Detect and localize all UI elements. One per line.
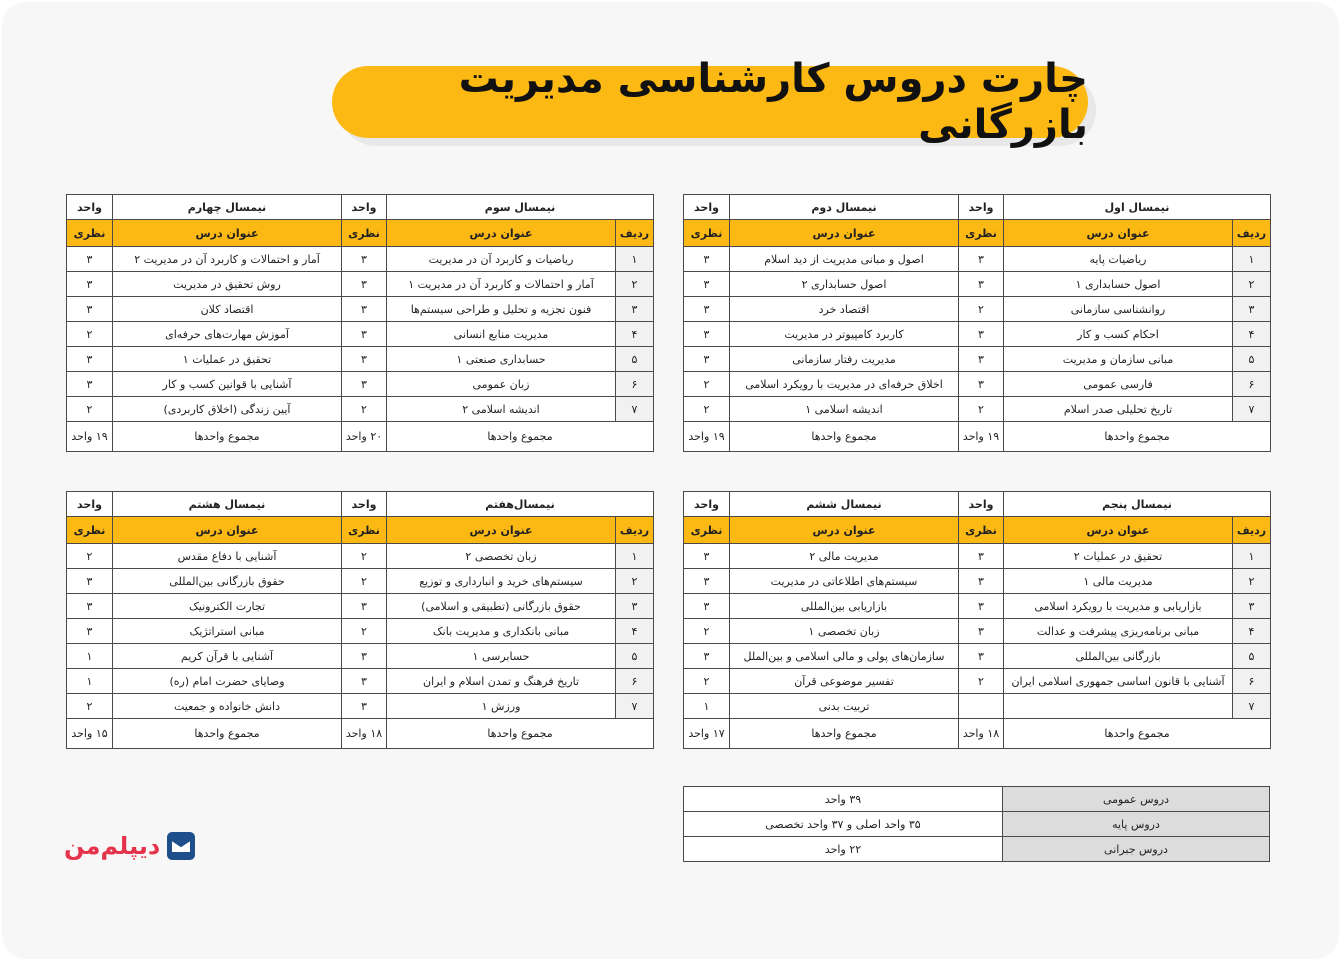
total-units: ۱۹ واحد — [67, 422, 113, 452]
course-row — [67, 669, 654, 694]
course-row — [67, 247, 654, 272]
course-units: ۳ — [342, 272, 387, 297]
course-title: حسابداری صنعتی ۱ — [387, 347, 616, 372]
semester-table-1-2 — [683, 194, 1271, 452]
course-title: روانشناسی سازمانی — [1004, 297, 1233, 322]
course-title: سیستم‌های اطلاعاتی در مدیریت — [730, 569, 959, 594]
course-row — [684, 322, 1271, 347]
row-number: ۲ — [1233, 569, 1271, 594]
total-label: مجموع واحدها — [1004, 719, 1271, 749]
total-units: ۱۹ واحد — [959, 422, 1004, 452]
course-row — [684, 569, 1271, 594]
course-row — [684, 669, 1271, 694]
course-title: اصول حسابداری ۱ — [1004, 272, 1233, 297]
unit-header: واحد — [959, 195, 1004, 220]
row-number: ۵ — [1233, 347, 1271, 372]
course-units: ۳ — [67, 272, 113, 297]
course-row — [684, 347, 1271, 372]
course-row — [67, 594, 654, 619]
total-units: ۱۹ واحد — [684, 422, 730, 452]
course-units: ۳ — [342, 594, 387, 619]
course-units: ۳ — [959, 569, 1004, 594]
total-units: ۱۸ واحد — [959, 719, 1004, 749]
row-number: ۶ — [1233, 669, 1271, 694]
summary-label: دروس عمومی — [1003, 787, 1270, 812]
unit-header: واحد — [684, 492, 730, 517]
course-units: ۳ — [684, 644, 730, 669]
course-row — [684, 247, 1271, 272]
course-title: زبان عمومی — [387, 372, 616, 397]
row-number-header: ردیف — [1233, 517, 1271, 544]
course-units: ۲ — [342, 544, 387, 569]
course-title: مبانی استراتژیک — [113, 619, 342, 644]
semester-name: نیمسال ششم — [730, 492, 959, 517]
course-title: ریاضیات پایه — [1004, 247, 1233, 272]
course-units: ۲ — [684, 372, 730, 397]
course-row — [684, 297, 1271, 322]
course-title: دانش خانواده و جمعیت — [113, 694, 342, 719]
row-number: ۳ — [1233, 594, 1271, 619]
course-units: ۳ — [684, 569, 730, 594]
column-header-row — [684, 220, 1271, 247]
course-units: ۳ — [342, 372, 387, 397]
row-number: ۲ — [1233, 272, 1271, 297]
row-number: ۳ — [1233, 297, 1271, 322]
column-header-row — [67, 517, 654, 544]
course-title: مدیریت رفتار سازمانی — [730, 347, 959, 372]
total-label: مجموع واحدها — [387, 422, 654, 452]
course-units: ۳ — [959, 372, 1004, 397]
course-row — [684, 594, 1271, 619]
theory-header: نظری — [342, 517, 387, 544]
course-units: ۲ — [67, 694, 113, 719]
course-units: ۳ — [959, 544, 1004, 569]
course-row — [67, 644, 654, 669]
course-units: ۳ — [959, 644, 1004, 669]
course-title: مدیریت مالی ۲ — [730, 544, 959, 569]
theory-header: نظری — [959, 220, 1004, 247]
course-title-header: عنوان درس — [113, 517, 342, 544]
course-units: ۳ — [67, 594, 113, 619]
course-units: ۳ — [959, 594, 1004, 619]
row-number: ۵ — [616, 347, 654, 372]
course-title: اندیشه اسلامی ۲ — [387, 397, 616, 422]
total-label: مجموع واحدها — [387, 719, 654, 749]
course-units: ۲ — [342, 397, 387, 422]
course-row — [67, 569, 654, 594]
course-title: مبانی بانکداری و مدیریت بانک — [387, 619, 616, 644]
course-title: مبانی برنامه‌ریزی پیشرفت و عدالت — [1004, 619, 1233, 644]
theory-header: نظری — [342, 220, 387, 247]
theory-header: نظری — [959, 517, 1004, 544]
course-units: ۳ — [342, 669, 387, 694]
course-title-header: عنوان درس — [113, 220, 342, 247]
course-units: ۳ — [959, 272, 1004, 297]
semester-header-row — [67, 195, 654, 220]
course-title: فنون تجزیه و تحلیل و طراحی سیستم‌ها — [387, 297, 616, 322]
course-title: حسابرسی ۱ — [387, 644, 616, 669]
unit-header: واحد — [342, 195, 387, 220]
course-title: مدیریت منابع انسانی — [387, 322, 616, 347]
course-title: تفسیر موضوعی قرآن — [730, 669, 959, 694]
course-title: آشنایی با دفاع مقدس — [113, 544, 342, 569]
semester-table-5-6 — [683, 491, 1271, 749]
course-title: آشنایی با قرآن کریم — [113, 644, 342, 669]
semester-header-row — [67, 492, 654, 517]
course-title: مدیریت مالی ۱ — [1004, 569, 1233, 594]
unit-header: واحد — [684, 195, 730, 220]
theory-header: نظری — [67, 517, 113, 544]
semester-name: نیمسال‌هفتم — [387, 492, 654, 517]
row-number: ۶ — [616, 372, 654, 397]
unit-header: واحد — [342, 492, 387, 517]
brand-logo[interactable] — [64, 828, 204, 864]
course-title: احکام کسب و کار — [1004, 322, 1233, 347]
course-row — [67, 272, 654, 297]
course-units: ۳ — [67, 247, 113, 272]
course-title: فارسی عمومی — [1004, 372, 1233, 397]
row-number-header: ردیف — [1233, 220, 1271, 247]
course-row — [67, 619, 654, 644]
total-label: مجموع واحدها — [1004, 422, 1271, 452]
summary-table — [683, 786, 1270, 862]
course-units: ۳ — [342, 297, 387, 322]
course-row — [67, 397, 654, 422]
course-title: تاریخ فرهنگ و تمدن اسلام و ایران — [387, 669, 616, 694]
course-units: ۲ — [684, 619, 730, 644]
course-title: ورزش ۱ — [387, 694, 616, 719]
theory-header: نظری — [684, 220, 730, 247]
row-number: ۶ — [1233, 372, 1271, 397]
course-units: ۲ — [342, 569, 387, 594]
course-units: ۳ — [684, 544, 730, 569]
course-units: ۲ — [959, 669, 1004, 694]
row-number: ۴ — [1233, 619, 1271, 644]
course-units: ۳ — [67, 297, 113, 322]
course-title: اصول حسابداری ۲ — [730, 272, 959, 297]
total-units: ۱۷ واحد — [684, 719, 730, 749]
course-units: ۲ — [342, 619, 387, 644]
course-title-header: عنوان درس — [1004, 517, 1233, 544]
row-number: ۱ — [616, 247, 654, 272]
row-number: ۳ — [616, 297, 654, 322]
row-number: ۲ — [616, 569, 654, 594]
course-row — [67, 372, 654, 397]
course-title: بازاریابی بین‌المللی — [730, 594, 959, 619]
title-banner — [332, 56, 1096, 148]
semester-table-7-8 — [66, 491, 654, 749]
course-title: اخلاق حرفه‌ای در مدیریت با رویکرد اسلامی — [730, 372, 959, 397]
course-units: ۱ — [67, 669, 113, 694]
course-title: تاریخ تحلیلی صدر اسلام — [1004, 397, 1233, 422]
row-number: ۱ — [1233, 247, 1271, 272]
course-title: تجارت الکترونیک — [113, 594, 342, 619]
summary-value: ۳۵ واحد اصلی و ۳۷ واحد تخصصی — [684, 812, 1003, 837]
course-units: ۳ — [684, 347, 730, 372]
row-number: ۵ — [616, 644, 654, 669]
course-title: زبان تخصصی ۲ — [387, 544, 616, 569]
semester-name: نیمسال دوم — [730, 195, 959, 220]
course-row — [684, 644, 1271, 669]
total-units: ۱۸ واحد — [342, 719, 387, 749]
course-title: تربیت بدنی — [730, 694, 959, 719]
course-title: تحقیق در عملیات ۲ — [1004, 544, 1233, 569]
course-units: ۳ — [959, 347, 1004, 372]
course-row — [684, 694, 1271, 719]
summary-row — [684, 787, 1270, 812]
course-title-header: عنوان درس — [1004, 220, 1233, 247]
course-title-header: عنوان درس — [387, 517, 616, 544]
course-units: ۳ — [342, 694, 387, 719]
row-number: ۴ — [616, 619, 654, 644]
course-title: وصایای حضرت امام (ره) — [113, 669, 342, 694]
course-units: ۳ — [959, 247, 1004, 272]
total-row — [67, 719, 654, 749]
course-row — [684, 372, 1271, 397]
course-row — [67, 694, 654, 719]
row-number: ۳ — [616, 594, 654, 619]
row-number: ۶ — [616, 669, 654, 694]
course-title: آشنایی با قوانین کسب و کار — [113, 372, 342, 397]
course-title: روش تحقیق در مدیریت — [113, 272, 342, 297]
course-title: اقتصاد خرد — [730, 297, 959, 322]
course-title: کاربرد کامپیوتر در مدیریت — [730, 322, 959, 347]
course-title: ریاضیات و کاربرد آن در مدیریت — [387, 247, 616, 272]
semester-name: نیمسال پنجم — [1004, 492, 1271, 517]
summary-label: دروس جبرانی — [1003, 837, 1270, 862]
course-title: حقوق بازرگانی (تطبیقی و اسلامی) — [387, 594, 616, 619]
semester-header-row — [684, 195, 1271, 220]
course-units: ۲ — [67, 397, 113, 422]
course-units: ۲ — [67, 544, 113, 569]
semester-header-row — [684, 492, 1271, 517]
course-row — [684, 619, 1271, 644]
semester-name: نیمسال سوم — [387, 195, 654, 220]
course-title: آیین زندگی (اخلاق کاربردی) — [113, 397, 342, 422]
total-units: ۲۰ واحد — [342, 422, 387, 452]
theory-header: نظری — [67, 220, 113, 247]
column-header-row — [684, 517, 1271, 544]
total-units: ۱۵ واحد — [67, 719, 113, 749]
course-units: ۳ — [959, 322, 1004, 347]
total-label: مجموع واحدها — [113, 719, 342, 749]
logo-text: دیپلم‌من — [64, 832, 161, 860]
row-number: ۴ — [616, 322, 654, 347]
diplomman-logo-icon — [166, 831, 196, 861]
page-title: چارت دروس کارشناسی مدیریت بازرگانی — [332, 66, 1088, 138]
course-row — [684, 272, 1271, 297]
course-row — [684, 544, 1271, 569]
course-title: آمار و احتمالات و کاربرد آن در مدیریت ۲ — [113, 247, 342, 272]
course-units: ۳ — [684, 297, 730, 322]
row-number: ۷ — [1233, 397, 1271, 422]
course-units: ۲ — [684, 397, 730, 422]
total-row — [67, 422, 654, 452]
course-title: بازرگانی بین‌المللی — [1004, 644, 1233, 669]
unit-header: واحد — [67, 492, 113, 517]
total-label: مجموع واحدها — [113, 422, 342, 452]
theory-header: نظری — [684, 517, 730, 544]
course-units: ۳ — [67, 619, 113, 644]
course-title: اندیشه اسلامی ۱ — [730, 397, 959, 422]
course-row — [684, 397, 1271, 422]
course-units: ۳ — [342, 644, 387, 669]
row-number: ۷ — [616, 694, 654, 719]
course-title: حقوق بازرگانی بین‌المللی — [113, 569, 342, 594]
course-title-header: عنوان درس — [730, 220, 959, 247]
row-number: ۷ — [616, 397, 654, 422]
total-row — [684, 422, 1271, 452]
unit-header: واحد — [959, 492, 1004, 517]
row-number-header: ردیف — [616, 517, 654, 544]
course-units: ۲ — [959, 297, 1004, 322]
course-title: مبانی سازمان و مدیریت — [1004, 347, 1233, 372]
course-units: ۲ — [684, 669, 730, 694]
course-title: سیستم‌های خرید و انبارداری و توزیع — [387, 569, 616, 594]
semester-name: نیمسال اول — [1004, 195, 1271, 220]
summary-row — [684, 812, 1270, 837]
semester-name: نیمسال هشتم — [113, 492, 342, 517]
row-number: ۲ — [616, 272, 654, 297]
course-units: ۳ — [67, 347, 113, 372]
course-title: تحقیق در عملیات ۱ — [113, 347, 342, 372]
course-units: ۳ — [67, 569, 113, 594]
summary-value: ۲۲ واحد — [684, 837, 1003, 862]
course-units: ۳ — [684, 247, 730, 272]
course-units: ۳ — [684, 594, 730, 619]
course-row — [67, 322, 654, 347]
course-row — [67, 347, 654, 372]
total-row — [684, 719, 1271, 749]
course-title-header: عنوان درس — [730, 517, 959, 544]
course-units: ۳ — [342, 247, 387, 272]
course-title: سازمان‌های پولی و مالی اسلامی و بین‌الملل — [730, 644, 959, 669]
course-units: ۳ — [684, 322, 730, 347]
course-units: ۳ — [67, 372, 113, 397]
summary-row — [684, 837, 1270, 862]
row-number: ۴ — [1233, 322, 1271, 347]
row-number: ۷ — [1233, 694, 1271, 719]
summary-label: دروس پایه — [1003, 812, 1270, 837]
summary-value: ۳۹ واحد — [684, 787, 1003, 812]
course-units: ۱ — [67, 644, 113, 669]
course-units: ۳ — [342, 347, 387, 372]
semester-table-3-4 — [66, 194, 654, 452]
course-title: آشنایی با قانون اساسی جمهوری اسلامی ایران — [1004, 669, 1233, 694]
course-title: آمار و احتمالات و کاربرد آن در مدیریت ۱ — [387, 272, 616, 297]
course-units: ۳ — [342, 322, 387, 347]
course-title: اقتصاد کلان — [113, 297, 342, 322]
course-row — [67, 297, 654, 322]
course-title: آموزش مهارت‌های حرفه‌ای — [113, 322, 342, 347]
course-units: ۲ — [67, 322, 113, 347]
course-title: اصول و مبانی مدیریت از دید اسلام — [730, 247, 959, 272]
total-label: مجموع واحدها — [730, 719, 959, 749]
course-title: زبان تخصصی ۱ — [730, 619, 959, 644]
course-title: بازاریابی و مدیریت با رویکرد اسلامی — [1004, 594, 1233, 619]
semester-name: نیمسال چهارم — [113, 195, 342, 220]
course-units — [959, 694, 1004, 719]
row-number: ۱ — [616, 544, 654, 569]
unit-header: واحد — [67, 195, 113, 220]
row-number: ۵ — [1233, 644, 1271, 669]
course-units: ۳ — [959, 619, 1004, 644]
course-title-header: عنوان درس — [387, 220, 616, 247]
row-number-header: ردیف — [616, 220, 654, 247]
total-label: مجموع واحدها — [730, 422, 959, 452]
course-title — [1004, 694, 1233, 719]
course-row — [67, 544, 654, 569]
course-units: ۱ — [684, 694, 730, 719]
course-units: ۳ — [684, 272, 730, 297]
course-units: ۲ — [959, 397, 1004, 422]
row-number: ۱ — [1233, 544, 1271, 569]
column-header-row — [67, 220, 654, 247]
